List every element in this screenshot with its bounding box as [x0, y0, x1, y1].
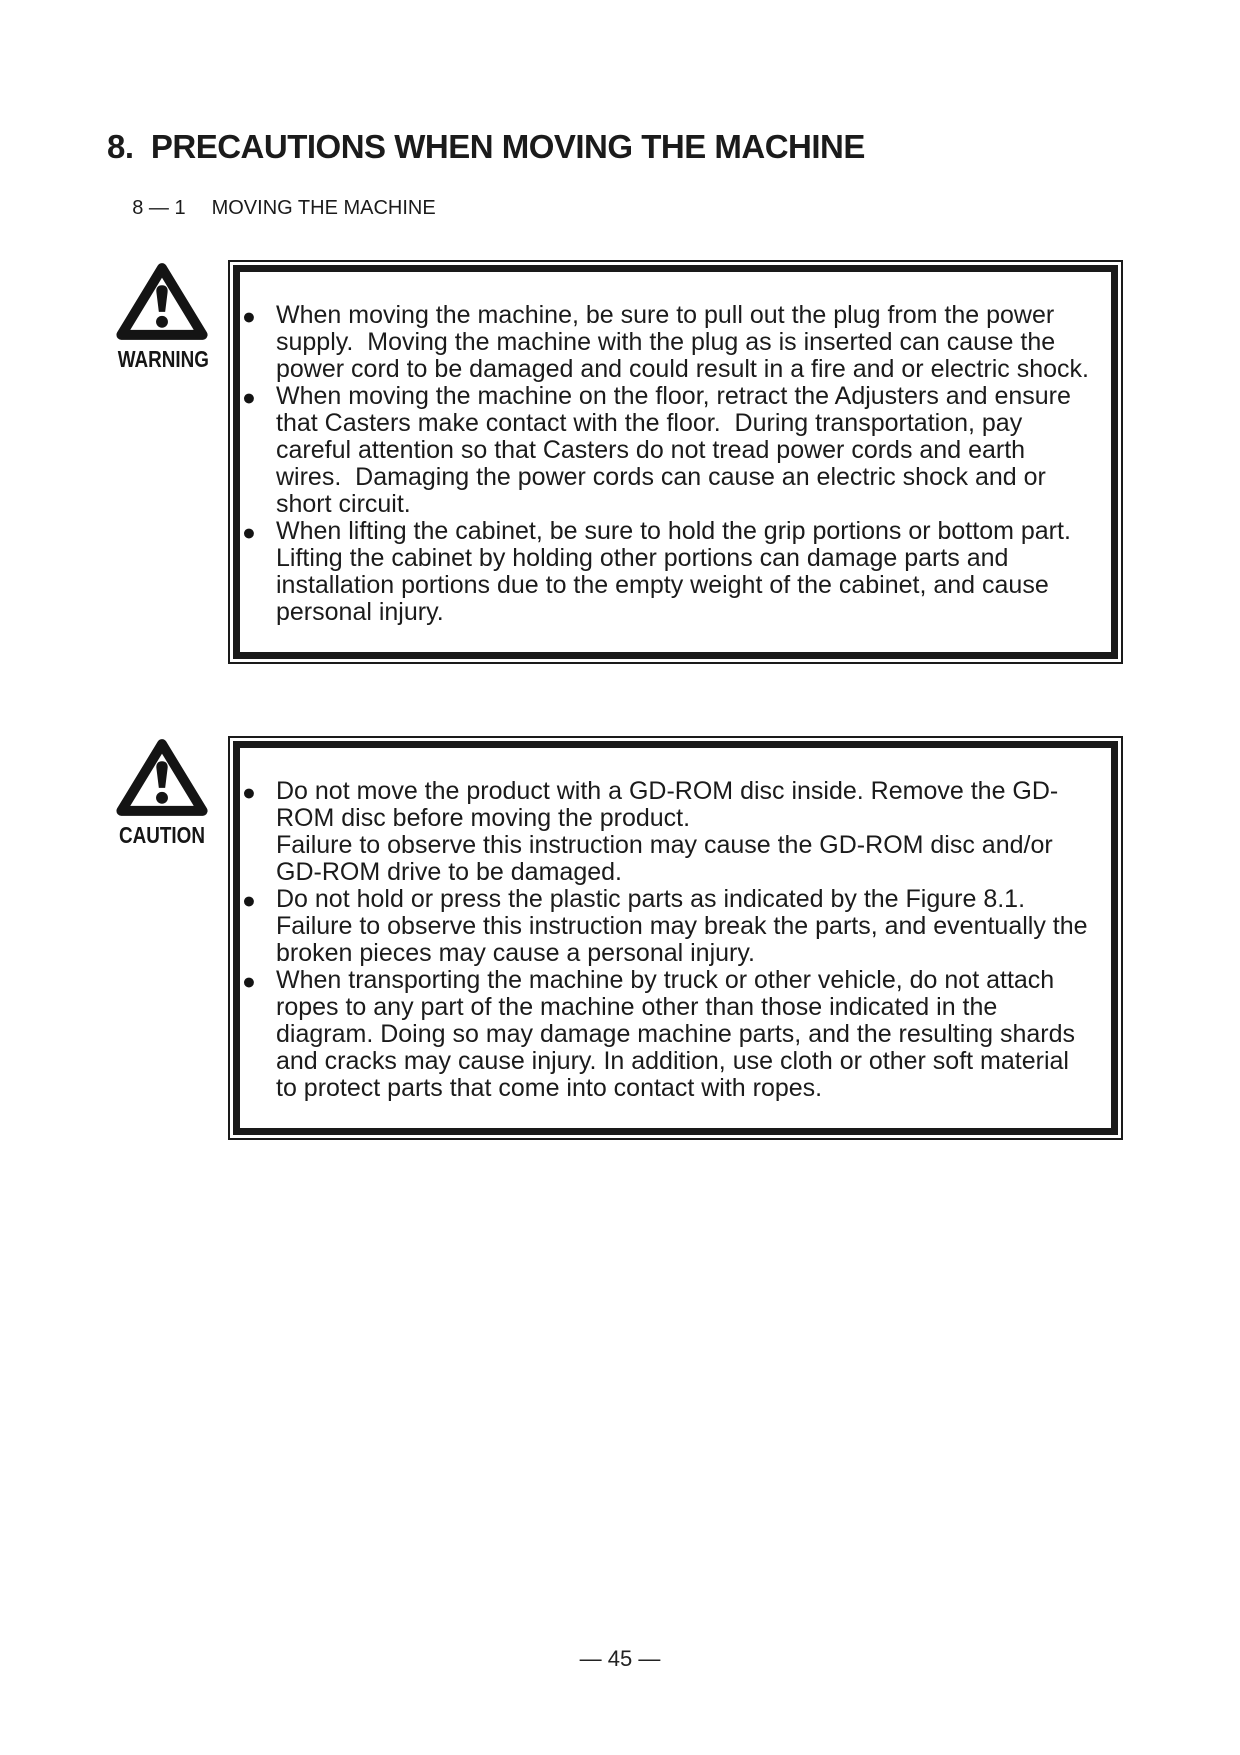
warning-label: WARNING [117, 346, 209, 372]
warning-box-inner [233, 265, 1118, 659]
warning-box [228, 260, 1123, 664]
caution-icon-block [108, 736, 216, 849]
caution-bullet-text: When transporting the machine by truck or other vehicle, do not attach ropes to any part of the machine other than those indicated in the diagram. Doing so may damage machine parts, and the resulting shards and cracks may cause injury. In addition, use cloth or other soft material to protect parts that come into contact with ropes. [276, 966, 1082, 1102]
caution-triangle-icon [115, 736, 209, 819]
caution-bullet-item [242, 885, 1095, 967]
section-heading [110, 174, 436, 243]
caution-bullet-text: Do not hold or press the plastic parts as indicated by the Figure 8.1. Failure to observe this instruction may break the parts, and eventually the broken pieces may cause a personal injury. [276, 885, 1095, 967]
warning-triangle-icon [115, 260, 209, 343]
warning-section [0, 260, 1240, 664]
caution-bullet-text: Do not move the product with a GD-ROM disc inside. Remove the GD-ROM disc before moving the product. [276, 777, 1059, 832]
bullet-icon: ● [242, 303, 256, 329]
caution-bullet-text: Failure to observe this instruction may cause the GD-ROM disc and/or GD-ROM drive to be damaged. [276, 831, 1060, 886]
caution-box [228, 736, 1123, 1140]
bullet-icon: ● [242, 519, 256, 545]
warning-bullet-text: When moving the machine, be sure to pull out the plug from the power supply. Moving the machine with the plug as is inserted can cause the power cord to be damaged and could result in a fire and or electric shock. [276, 301, 1089, 383]
caution-bullet-item [242, 778, 1089, 886]
page-title: 8. PRECAUTIONS WHEN MOVING THE MACHINE [107, 128, 865, 166]
warning-bullet-list [242, 302, 1089, 626]
bullet-icon: ● [242, 887, 256, 913]
warning-bullet-item [242, 302, 1089, 383]
bullet-icon: ● [242, 779, 256, 805]
warning-bullet-text: When moving the machine on the floor, retract the Adjusters and ensure that Casters make contact with the floor. During transportation, pay careful attention so that Casters do not tread power cords and earth wires. Damaging the power cords can cause an electric shock and or short circuit. [276, 382, 1078, 518]
caution-section [0, 736, 1240, 1140]
section-number: 8 — 1 [132, 197, 186, 219]
warning-bullet-item [242, 383, 1089, 518]
section-title: MOVING THE MACHINE [211, 197, 436, 219]
warning-bullet-text: When lifting the cabinet, be sure to hold the grip portions or bottom part. Lifting the cabinet by holding other portions can damage parts and installation portions due to the empty weight of the cabinet, and cause personal injury. [276, 517, 1085, 626]
page-number: — 45 — [579, 1646, 661, 1671]
caution-bullet-list [242, 777, 1095, 1102]
caution-box-inner [233, 741, 1118, 1135]
bullet-icon: ● [242, 384, 256, 410]
caution-bullet-item [242, 967, 1089, 1102]
warning-icon-block [108, 260, 216, 373]
warning-bullet-item [242, 518, 1089, 626]
caution-label: CAUTION [119, 822, 205, 848]
bullet-icon: ● [242, 968, 256, 994]
